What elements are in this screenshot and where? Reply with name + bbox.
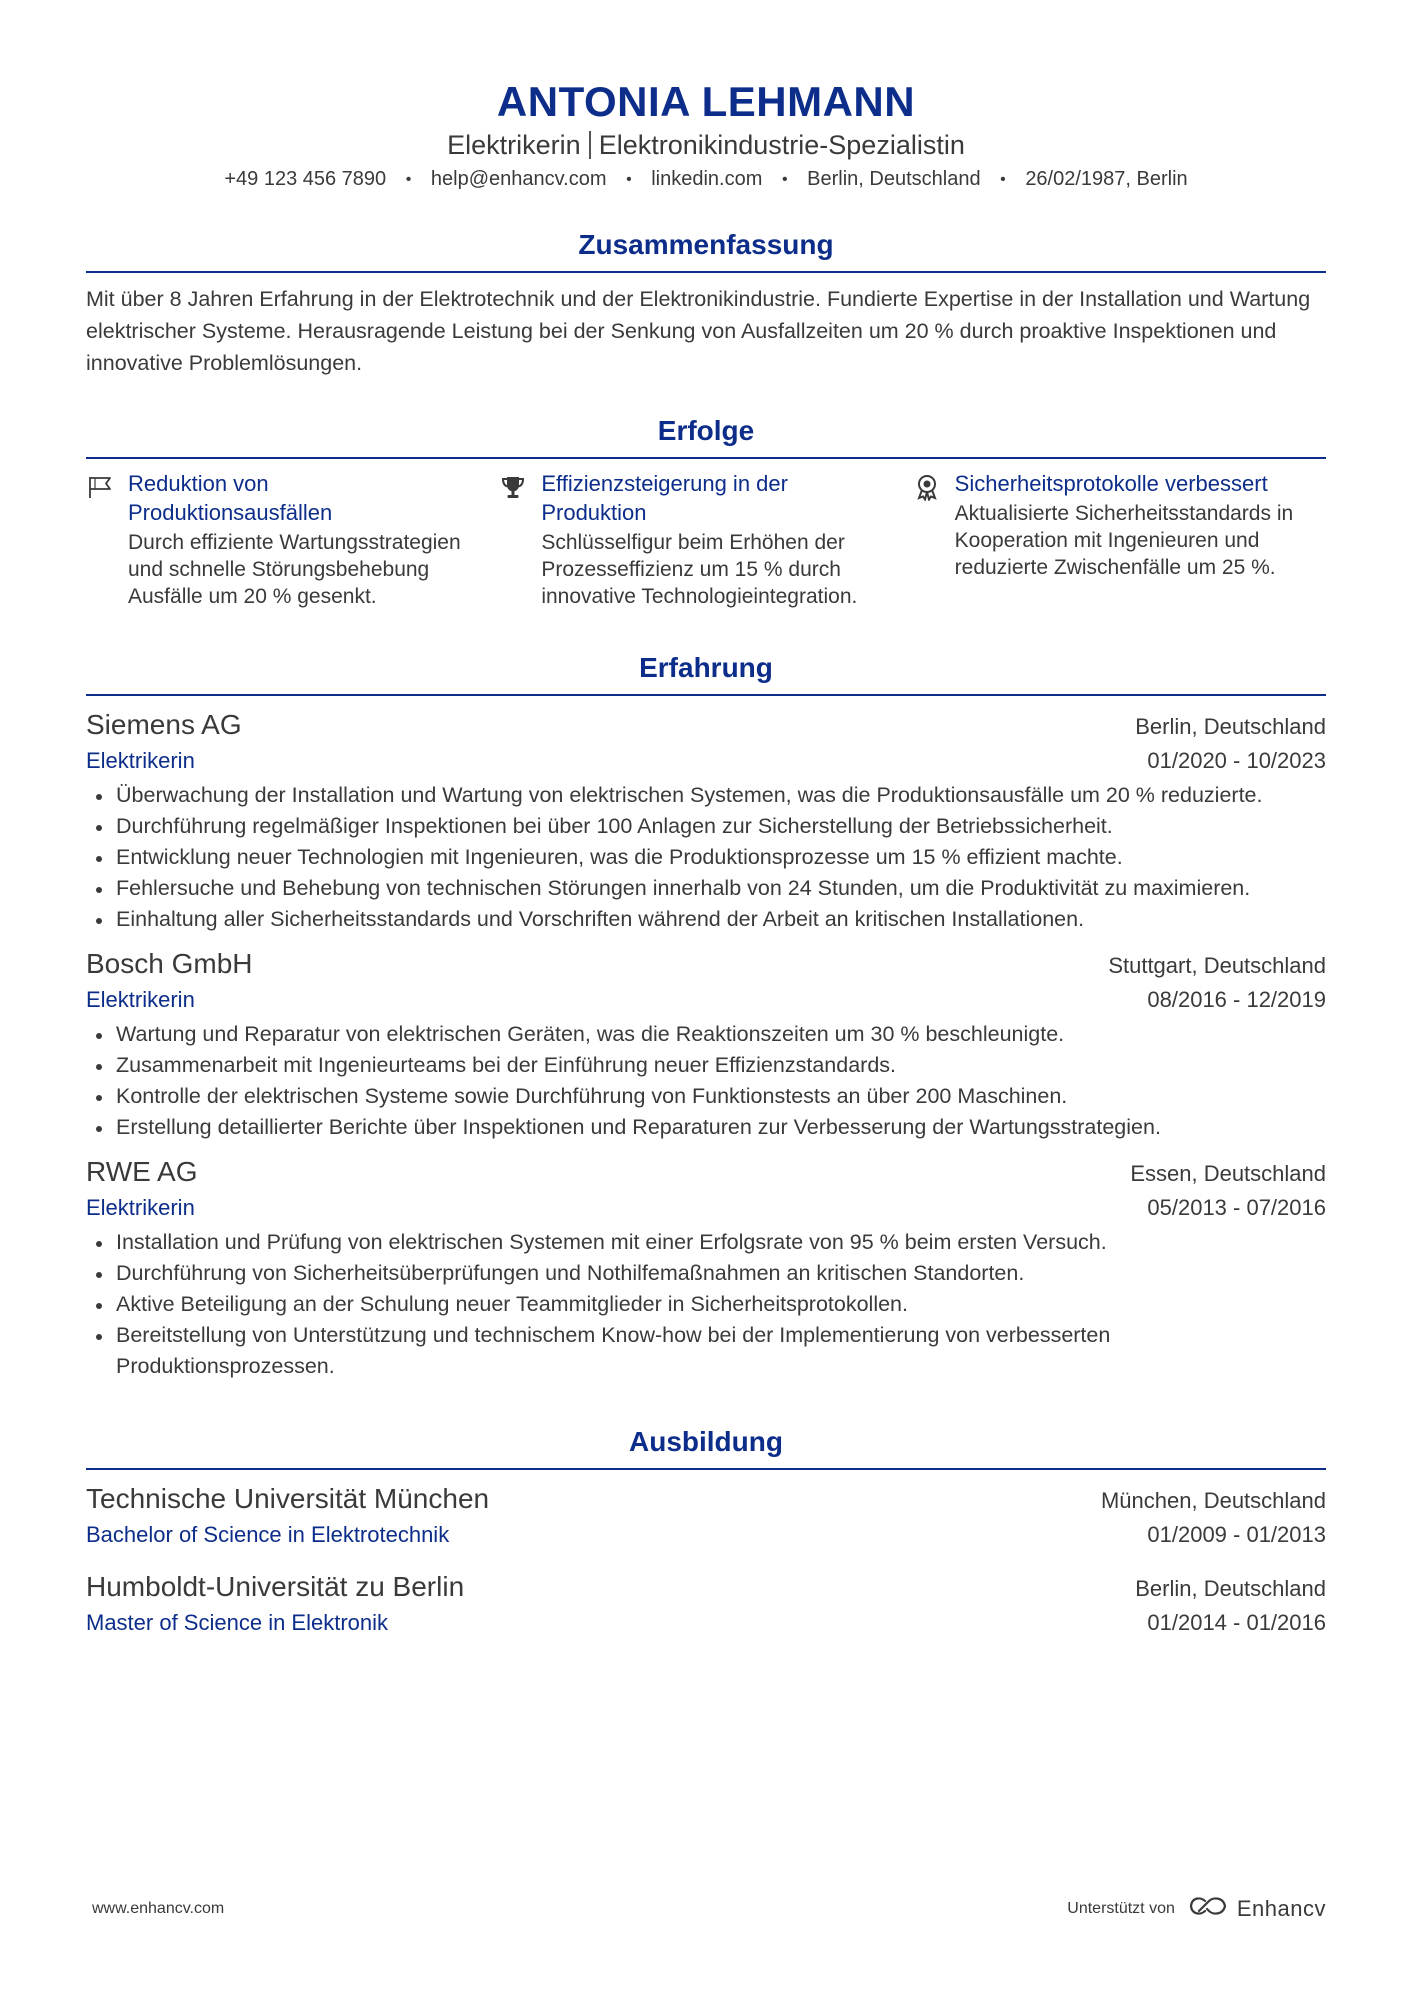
education-school: Technische Universität München [86,1483,490,1514]
job-entry [86,706,1326,935]
job-dates: 08/2016 - 12/2019 [1147,987,1326,1012]
page-footer [92,1895,1326,1922]
contact-location: Berlin, Deutschland [807,168,981,190]
education-entry [86,1480,1326,1554]
contact-separator: • [405,171,412,188]
flag-icon [86,469,128,610]
contact-phone[interactable]: +49 123 456 7890 [224,168,387,190]
resume-header [86,0,1326,195]
achievements-heading: Erfolge [86,413,1326,459]
job-bullet: Durchführung von Sicherheitsüberprüfungen und Nothilfemaßnahmen an kritischen Standorten. [86,1258,1326,1289]
job-bullet: Fehlersuche und Behebung von technischen Störungen innerhalb von 24 Stunden, um die Produktivität zu maximieren. [86,873,1326,904]
resume-page [86,0,1326,1642]
job-bullet: Kontrolle der elektrischen Systeme sowie Durchführung von Funktionstests an über 200 Maschinen. [86,1081,1326,1112]
job-bullet: Überwachung der Installation und Wartung von elektrischen Systemen, was die Produktionsausfälle um 20 % reduzierte. [86,780,1326,811]
job-company: Siemens AG [86,709,242,740]
job-dates: 01/2020 - 10/2023 [1147,748,1326,773]
job-location: Essen, Deutschland [1130,1161,1326,1186]
job-entry [86,1153,1326,1382]
job-bullet: Erstellung detaillierter Berichte über Inspektionen und Reparaturen zur Verbesserung der Wartungsstrategien. [86,1112,1326,1143]
job-bullets [86,1019,1326,1143]
education-dates: 01/2014 - 01/2016 [1147,1610,1326,1635]
job-entry [86,945,1326,1143]
summary-section [86,227,1326,379]
footer-branding [1067,1895,1326,1922]
job-bullet: Bereitstellung von Unterstützung und technischem Know-how bei der Implementierung von verbesserten Produktionsprozessen. [86,1320,1326,1382]
job-role: Elektrikerin [86,1195,195,1220]
headline [86,128,1326,162]
education-heading: Ausbildung [86,1424,1326,1470]
job-bullets [86,1227,1326,1382]
headline-specialty: Elektronikindustrie-Spezialistin [598,130,965,160]
contact-separator: • [1000,171,1006,188]
job-bullet: Installation und Prüfung von elektrischen Systemen mit einer Erfolgsrate von 95 % beim ersten Versuch. [86,1227,1326,1258]
job-bullet: Entwicklung neuer Technologien mit Ingenieuren, was die Produktionsprozesse um 15 % effizient machte. [86,842,1326,873]
achievement-item [499,469,912,610]
education-degree: Master of Science in Elektronik [86,1610,389,1635]
education-section [86,1424,1326,1642]
achievement-title: Reduktion von Produktionsausfällen [128,471,333,525]
headline-divider [589,131,591,159]
education-degree: Bachelor of Science in Elektrotechnik [86,1522,450,1547]
powered-by-label: Unterstützt von [1067,1899,1175,1917]
education-dates: 01/2009 - 01/2013 [1147,1522,1326,1547]
job-bullet: Einhaltung aller Sicherheitsstandards und Vorschriften während der Arbeit an kritischen Installationen. [86,904,1326,935]
job-bullet: Wartung und Reparatur von elektrischen Geräten, was die Reaktionszeiten um 30 % beschleunigte. [86,1019,1326,1050]
job-bullets [86,780,1326,935]
job-role: Elektrikerin [86,748,195,773]
job-company: Bosch GmbH [86,948,253,979]
achievement-item [86,469,499,610]
achievement-title: Effizienzsteigerung in der Produktion [541,471,788,525]
brand-name: Enhancv [1236,1895,1326,1921]
education-entry [86,1568,1326,1642]
trophy-icon [499,469,541,610]
job-bullet: Zusammenarbeit mit Ingenieurteams bei der Einführung neuer Effizienzstandards. [86,1050,1326,1081]
education-location: München, Deutschland [1100,1488,1326,1513]
enhancv-logo-icon [1187,1895,1231,1922]
experience-heading: Erfahrung [86,650,1326,696]
candidate-name: ANTONIA LEHMANN [496,78,916,125]
headline-role: Elektrikerin [447,130,581,160]
job-role: Elektrikerin [86,987,195,1012]
job-company: RWE AG [86,1156,198,1187]
footer-website[interactable]: www.enhancv.com [92,1899,225,1917]
contact-linkedin[interactable]: linkedin.com [651,168,763,190]
experience-section [86,650,1326,1382]
education-location: Berlin, Deutschland [1135,1576,1326,1601]
achievement-text: Aktualisierte Sicherheitsstandards in Kooperation mit Ingenieuren und reduzierte Zwischenfälle um 25 %. [954,502,1294,579]
contact-separator: • [626,171,632,188]
contact-info [86,164,1326,195]
achievements-list [86,469,1326,610]
achievement-text: Schlüsselfigur beim Erhöhen der Prozesseffizienz um 15 % durch innovative Technologieintegration. [541,531,858,608]
job-dates: 05/2013 - 07/2016 [1147,1195,1326,1220]
award-icon [913,469,955,610]
summary-text: Mit über 8 Jahren Erfahrung in der Elektrotechnik und der Elektronikindustrie. Fundierte Expertise in der Installation und Wartung elektrischer Systeme. Herausragende Leistung bei der Senkung von Ausfallzeiten um 20 % durch proaktive Inspektionen und innovative Problemlösungen. [86,287,1311,375]
summary-heading: Zusammenfassung [86,227,1326,273]
achievements-section [86,413,1326,610]
contact-email[interactable]: help@enhancv.com [430,168,607,190]
job-bullet: Durchführung regelmäßiger Inspektionen bei über 100 Anlagen zur Sicherstellung der Betriebssicherheit. [86,811,1326,842]
achievement-title: Sicherheitsprotokolle verbessert [954,471,1268,496]
contact-birth: 26/02/1987, Berlin [1025,168,1188,190]
job-location: Berlin, Deutschland [1135,714,1326,739]
achievement-text: Durch effiziente Wartungsstrategien und schnelle Störungsbehebung Ausfälle um 20 % gesenkt. [128,531,461,608]
job-bullet: Aktive Beteiligung an der Schulung neuer Teammitglieder in Sicherheitsprotokollen. [86,1289,1326,1320]
job-location: Stuttgart, Deutschland [1108,953,1326,978]
contact-separator: • [781,171,788,188]
education-school: Humboldt-Universität zu Berlin [86,1571,465,1602]
achievement-item [913,469,1326,610]
